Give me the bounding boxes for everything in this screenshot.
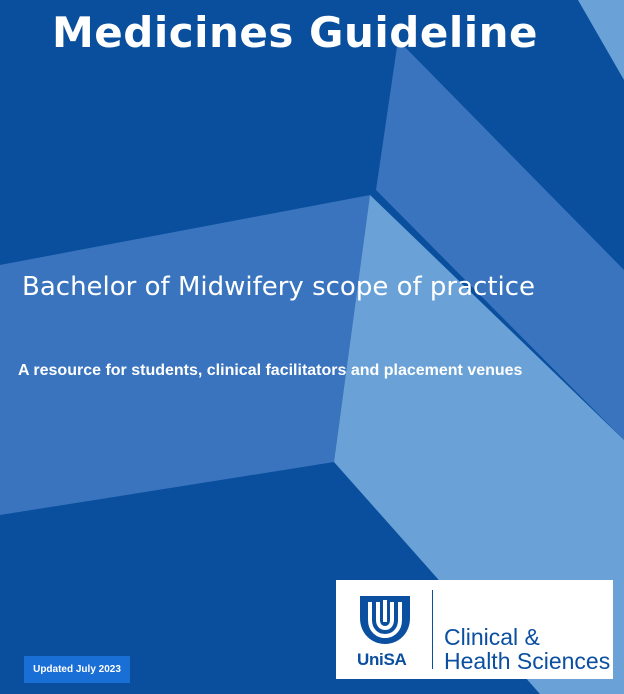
faculty-line-1: Clinical &	[444, 624, 540, 650]
unisa-shield-icon	[356, 594, 414, 646]
updated-badge: Updated July 2023	[24, 656, 130, 683]
unisa-logo	[336, 580, 613, 679]
subtitle: Bachelor of Midwifery scope of practice	[22, 272, 536, 302]
faculty-line-2: Health Sciences	[444, 648, 611, 674]
logo-wordmark: UniSA	[357, 650, 407, 669]
page-title: Medicines Guideline	[51, 8, 539, 57]
logo-divider	[432, 590, 433, 669]
tagline: A resource for students, clinical facilitators and placement venues	[18, 362, 523, 379]
